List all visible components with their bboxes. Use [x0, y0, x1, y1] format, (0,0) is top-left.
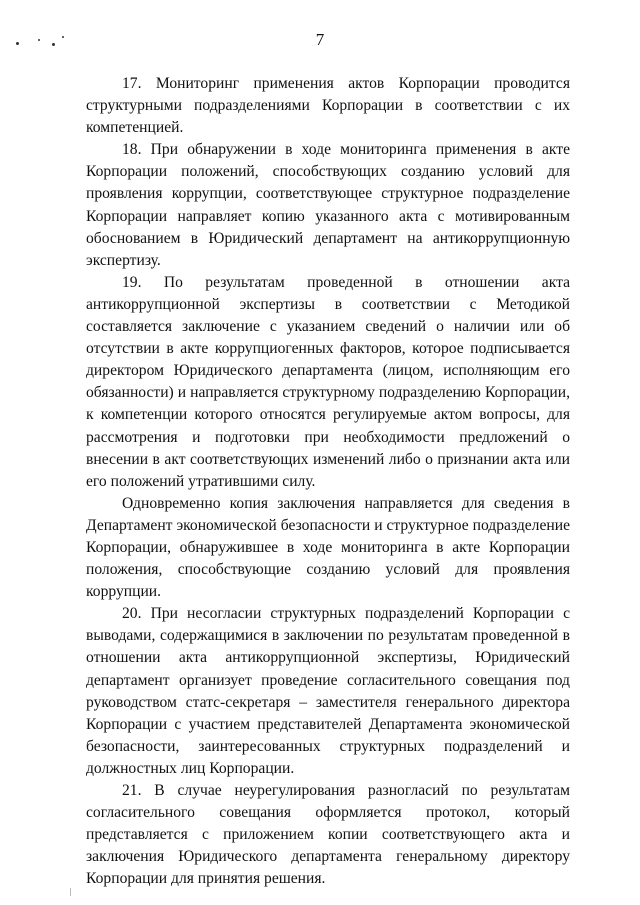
- document-body: [86, 73, 570, 890]
- page-number: 7: [315, 30, 325, 49]
- paragraph-17: 17. Мониторинг применения актов Корпорации проводится структурными подразделениями Корпорации в соответствии с их компетенцией.: [86, 75, 570, 137]
- paragraph-19: 19. По результатам проведенной в отношении акта антикоррупционной экспертизы в соответствии с Методикой составляется заключение с указанием сведений о наличии или об отсутствии в акте коррупциогенных факторов, которое подписывается директором Юридического департамента (лицом, исполняющим его обязанности) и направляется структурному подразделению Корпорации, к компетенции которого относятся регулируемые актом вопросы, для рассмотрения и подготовки при необходимости предложений о внесении в акт соответствующих изменений либо о признании акта или его положений утратившими силу.: [86, 273, 570, 490]
- scan-margin-mark: [70, 888, 71, 896]
- paragraph-20: 20. При несогласии структурных подразделений Корпорации с выводами, содержащимися в заключении по результатам проведенной в отношении акта антикоррупционной экспертизы, Юридический департамент организует проведение согласительного совещания под руководством статс-секретаря – заместителя генерального директора Корпорации с участием представителей Департамента экономической безопасности, заинтересованных структурных подразделений и должностных лиц Корпорации.: [86, 605, 570, 777]
- paragraph-21: 21. В случае неурегулирования разногласий по результатам согласительного совещания оформляется протокол, который представляется с приложением копии соответствующего акта и заключения Юридического департамента генеральному директору Корпорации для принятия решения.: [86, 782, 570, 888]
- paragraph-19-continuation: Одновременно копия заключения направляется для сведения в Департамент экономической безопасности и структурное подразделение Корпорации, обнаружившее в ходе мониторинга в акте Корпорации положения, способствующие созданию условий для проявления коррупции.: [86, 494, 570, 601]
- paragraph-18: 18. При обнаружении в ходе мониторинга применения в акте Корпорации положений, способствующих созданию условий для проявления коррупции, соответствующее структурное подразделение Корпорации направляет копию указанного акта с мотивированным обоснованием в Юридический департамент на антикоррупционную экспертизу.: [86, 141, 570, 269]
